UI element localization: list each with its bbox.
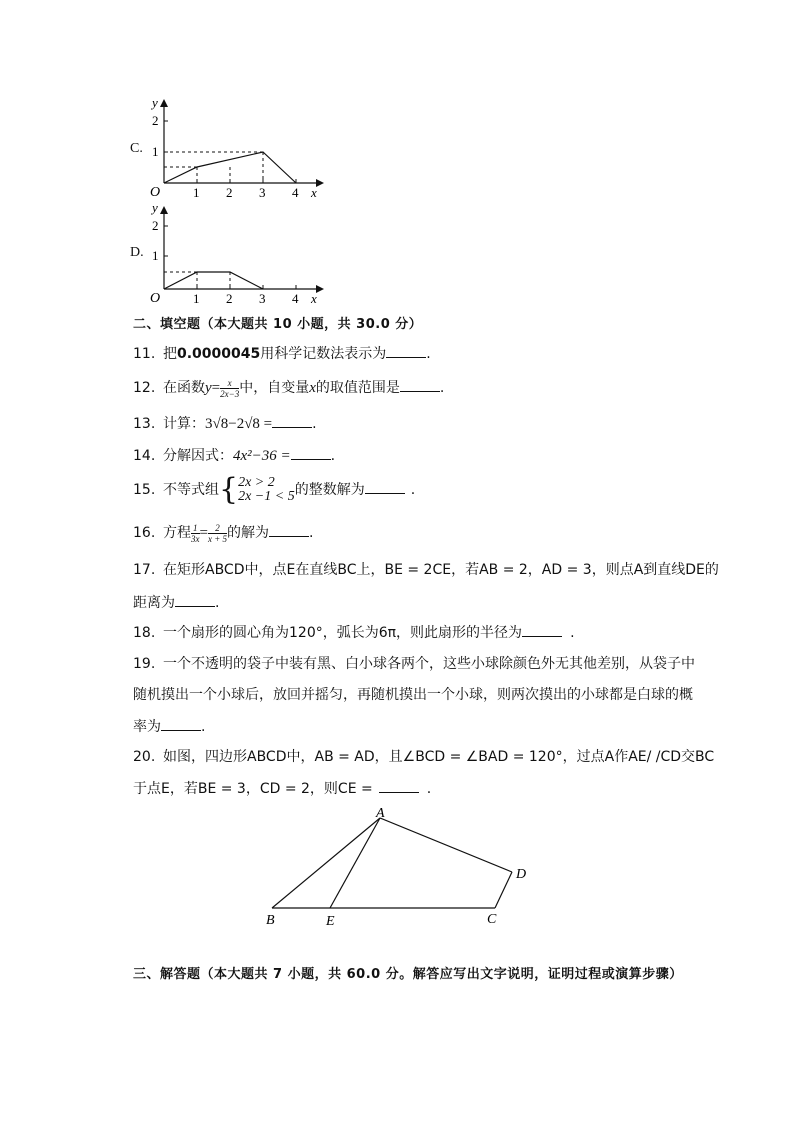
inequality-system <box>238 476 295 504</box>
q11-pre: 把 <box>163 346 177 362</box>
q19-line1: 一个不透明的袋子中装有黑、白小球各两个，这些小球除颜色外无其他差别，从袋子中 <box>163 656 695 672</box>
question-17-cont <box>133 592 219 613</box>
section-2-heading: 二、填空题（本大题共 10 小题，共 30.0 分） <box>133 317 423 332</box>
question-number: 16. <box>133 525 156 541</box>
question-number: 20. <box>133 749 156 765</box>
question-19-line2: 随机摸出一个小球后，放回并摇匀，再随机摸出一个小球，则两次摸出的小球都是白球的概 <box>133 687 693 703</box>
q16-fraction-left <box>191 523 200 544</box>
q16-pre: 方程 <box>163 525 191 541</box>
q12-x: x <box>309 380 316 396</box>
x-tick: 2 <box>226 185 233 200</box>
question-number: 15. <box>133 482 156 498</box>
question-number: 14. <box>133 448 156 464</box>
q12-eq: = <box>211 380 221 396</box>
segment-ab <box>272 818 380 908</box>
question-number: 17. <box>133 562 156 578</box>
graph-d-curve <box>164 272 263 289</box>
y-tick: 1 <box>152 144 159 159</box>
graph-d-svg <box>128 200 328 310</box>
x-axis-label: x <box>311 291 317 306</box>
q17-line2: 距离为 <box>133 595 175 611</box>
question-14 <box>133 445 335 466</box>
question-11 <box>133 343 431 364</box>
answer-blank[interactable] <box>365 479 405 494</box>
q20-end: . <box>426 781 432 797</box>
q13-expr: 3√8−2√8 = <box>205 416 273 432</box>
answer-blank[interactable] <box>386 343 426 358</box>
question-20-cont <box>133 778 431 799</box>
fraction-denominator: 3x <box>191 533 200 544</box>
question-12 <box>133 377 444 399</box>
x-tick: 4 <box>292 185 299 200</box>
graph-c-svg <box>128 95 328 205</box>
y-axis-label: y <box>152 95 158 110</box>
question-number: 19. <box>133 656 156 672</box>
fraction-numerator: x <box>220 378 239 389</box>
q14-end: . <box>330 448 336 464</box>
point-a-label: A <box>376 806 385 821</box>
q14-expr: 4x²−36 = <box>233 448 291 464</box>
q19-end: . <box>201 719 206 735</box>
segment-cd <box>495 872 512 908</box>
x-tick: 3 <box>259 185 266 200</box>
graph-d <box>128 200 328 310</box>
question-number: 13. <box>133 416 156 432</box>
q13-pre: 计算： <box>163 416 205 432</box>
q16-post: 的解为 <box>227 525 270 541</box>
inequality-line: 2x > 2 <box>238 475 275 490</box>
point-e-label: E <box>326 914 335 929</box>
point-d-label: D <box>516 867 527 882</box>
option-c-label: C. <box>130 141 143 156</box>
section-3-heading: 三、解答题（本大题共 7 小题，共 60.0 分。解答应写出文字说明，证明过程或演算步骤） <box>133 967 683 982</box>
q13-end: . <box>312 416 317 432</box>
question-number: 11. <box>133 346 156 362</box>
option-d-label: D. <box>130 245 144 260</box>
q11-post: 用科学记数法表示为 <box>260 346 387 362</box>
q14-pre: 分解因式： <box>163 448 233 464</box>
q16-fraction-right <box>208 523 227 544</box>
question-16 <box>133 522 314 544</box>
segment-ae <box>330 818 380 908</box>
question-number: 18. <box>133 625 156 641</box>
segment-ad <box>380 818 512 872</box>
answer-blank[interactable] <box>269 522 309 537</box>
x-tick: 4 <box>292 291 299 306</box>
question-15 <box>133 472 416 507</box>
q12-mid: 中，自变量 <box>239 380 310 396</box>
graph-c <box>128 95 328 205</box>
question-20 <box>133 747 714 767</box>
question-19 <box>133 654 695 674</box>
x-axis-label: x <box>311 185 317 200</box>
y-tick: 2 <box>152 113 159 128</box>
y-tick: 2 <box>152 218 159 233</box>
q12-end: . <box>439 380 445 396</box>
origin-label: O <box>150 185 161 200</box>
q11-value: 0.0000045 <box>177 346 261 362</box>
q16-end: . <box>309 525 314 541</box>
answer-blank[interactable] <box>175 592 215 607</box>
q15-post: 的整数解为 <box>294 482 365 498</box>
q15-pre: 不等式组 <box>163 482 219 498</box>
figure-svg <box>260 800 540 930</box>
q20-line1: 如图，四边形ABCD中，AB = AD，且∠BCD = ∠BAD = 120°，过点A作AE/ /CD交BC <box>163 749 715 765</box>
q17-line1: 在矩形ABCD中，点E在直线BC上，BE = 2CE，若AB = 2，AD = 3，则点A到直线DE的 <box>163 562 719 578</box>
q19-line3: 率为 <box>133 719 161 735</box>
q12-y: y <box>205 380 212 396</box>
fraction-denominator: x + 5 <box>207 533 228 544</box>
q17-end: . <box>215 595 220 611</box>
q12-pre: 在函数 <box>163 380 205 396</box>
origin-label: O <box>150 291 161 306</box>
q15-end: . <box>410 482 416 498</box>
q18-end: . <box>570 625 575 641</box>
answer-blank[interactable] <box>161 716 201 731</box>
answer-blank[interactable] <box>522 622 562 637</box>
question-13 <box>133 413 317 434</box>
q12-post: 的取值范围是 <box>315 380 400 396</box>
point-b-label: B <box>266 913 275 928</box>
quadrilateral-figure <box>260 800 540 930</box>
q18-text: 一个扇形的圆心角为120°，弧长为6π，则此扇形的半径为 <box>163 625 523 641</box>
point-c-label: C <box>487 912 497 927</box>
x-tick: 1 <box>193 185 200 200</box>
x-tick: 1 <box>193 291 200 306</box>
y-axis-label: y <box>152 200 158 215</box>
question-number: 12. <box>133 380 156 396</box>
x-tick: 2 <box>226 291 233 306</box>
q16-eq: = <box>199 525 208 541</box>
answer-blank[interactable] <box>400 377 440 392</box>
x-tick: 3 <box>259 291 266 306</box>
inequality-line: 2x −1 < 5 <box>238 489 295 504</box>
q20-line2: 于点E，若BE = 3，CD = 2，则CE = <box>133 781 373 797</box>
answer-blank[interactable] <box>291 445 331 460</box>
brace-icon: { <box>219 472 239 507</box>
y-tick: 1 <box>152 248 159 263</box>
q12-fraction <box>220 378 239 399</box>
question-17 <box>133 560 719 580</box>
answer-blank[interactable] <box>272 413 312 428</box>
question-18 <box>133 622 575 643</box>
fraction-numerator: 2 <box>208 523 227 534</box>
fraction-numerator: 1 <box>193 522 198 533</box>
fraction-denominator: 2x−3 <box>220 388 240 399</box>
q11-end: . <box>426 346 431 362</box>
answer-blank[interactable] <box>379 778 419 793</box>
question-19-line3 <box>133 716 205 737</box>
